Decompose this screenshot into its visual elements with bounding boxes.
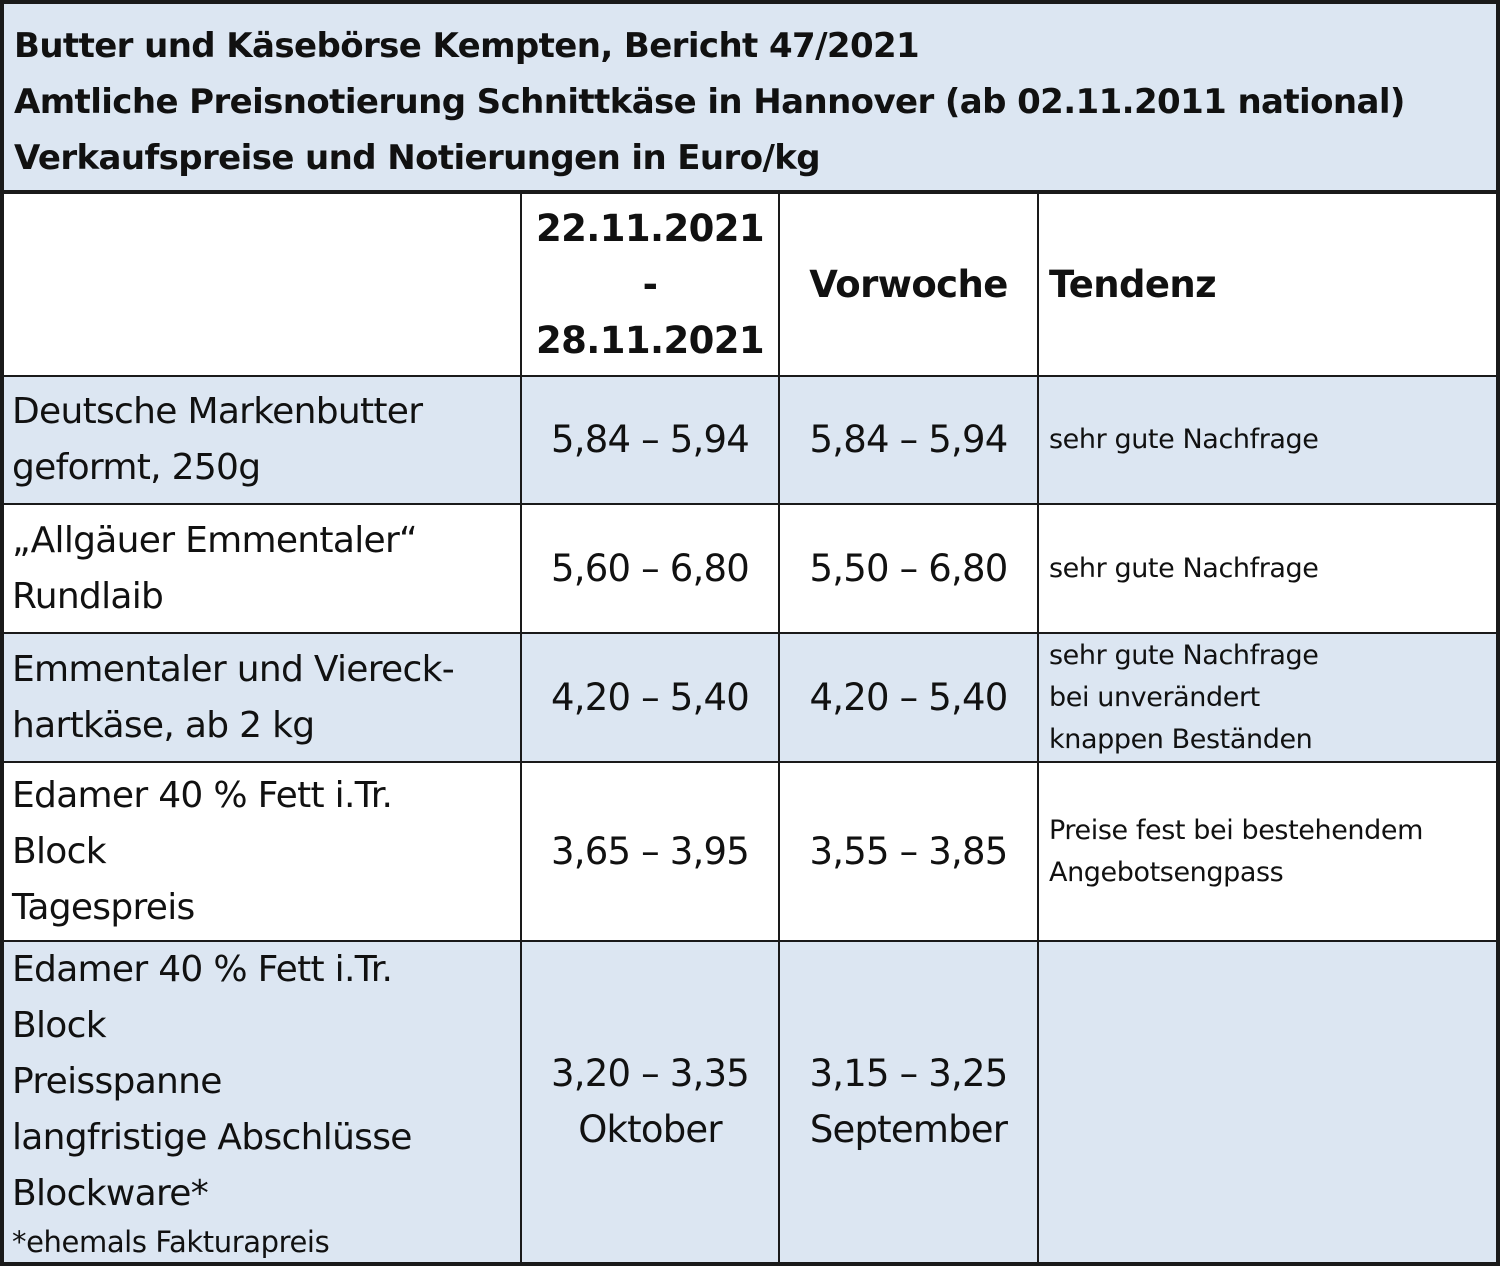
previous-price-cell: 5,84 – 5,94 — [779, 376, 1038, 504]
product-cell: Edamer 40 % Fett i.Tr. Block Preisspanne langfristige Abschlüsse Blockware* *ehemals Fakturapreis — [4, 941, 521, 1262]
current-week-end: 28.11.2021 — [535, 318, 765, 362]
current-price-cell: 3,65 – 3,95 — [521, 762, 779, 941]
previous-price-cell: 4,20 – 5,40 — [779, 633, 1038, 762]
price-table — [4, 194, 1496, 1262]
table-row — [4, 376, 1496, 504]
report-title: Butter und Käsebörse Kempten, Bericht 47/2021 — [14, 26, 920, 66]
current-price-cell: 5,84 – 5,94 — [521, 376, 779, 504]
table-row — [4, 504, 1496, 633]
table-row — [4, 941, 1496, 1262]
trend-cell — [1038, 941, 1496, 1262]
report-subtitle: Amtliche Preisnotierung Schnittkäse in Hannover (ab 02.11.2011 national) — [14, 82, 1405, 122]
trend-cell: sehr gute Nachfrage bei unverändert knappen Beständen — [1038, 633, 1496, 762]
previous-price-month: September — [809, 1108, 1008, 1151]
current-week-start: 22.11.2021 — [535, 206, 765, 250]
previous-price-cell: 3,55 – 3,85 — [779, 762, 1038, 941]
product-cell: Emmentaler und Viereck- hartkäse, ab 2 kg — [4, 633, 521, 762]
trend-cell: Preise fest bei bestehendem Angebotsengpass — [1038, 762, 1496, 941]
header-trend: Tendenz — [1038, 194, 1496, 376]
current-price-month: Oktober — [578, 1108, 722, 1151]
product-cell: „Allgäuer Emmentaler“ Rundlaib — [4, 504, 521, 633]
previous-price-cell: 5,50 – 6,80 — [779, 504, 1038, 633]
trend-cell: sehr gute Nachfrage — [1038, 376, 1496, 504]
product-cell: Edamer 40 % Fett i.Tr. Block Tagespreis — [4, 762, 521, 941]
current-price-cell: 4,20 – 5,40 — [521, 633, 779, 762]
current-price-cell: 3,20 – 3,35 Oktober — [521, 941, 779, 1262]
trend-cell: sehr gute Nachfrage — [1038, 504, 1496, 633]
table-row — [4, 762, 1496, 941]
report-header — [4, 4, 1496, 194]
footnote: *ehemals Fakturapreis — [12, 1225, 330, 1259]
table-row — [4, 633, 1496, 762]
product-cell: Deutsche Markenbutter geformt, 250g — [4, 376, 521, 504]
previous-price-cell: 3,15 – 3,25 September — [779, 941, 1038, 1262]
header-previous-week: Vorwoche — [779, 194, 1038, 376]
current-price-cell: 5,60 – 6,80 — [521, 504, 779, 633]
current-week-separator: - — [642, 262, 658, 306]
report-units: Verkaufspreise und Notierungen in Euro/kg — [14, 138, 821, 178]
header-current-week — [521, 194, 779, 376]
header-product-cell — [4, 194, 521, 376]
column-header-row — [4, 194, 1496, 376]
